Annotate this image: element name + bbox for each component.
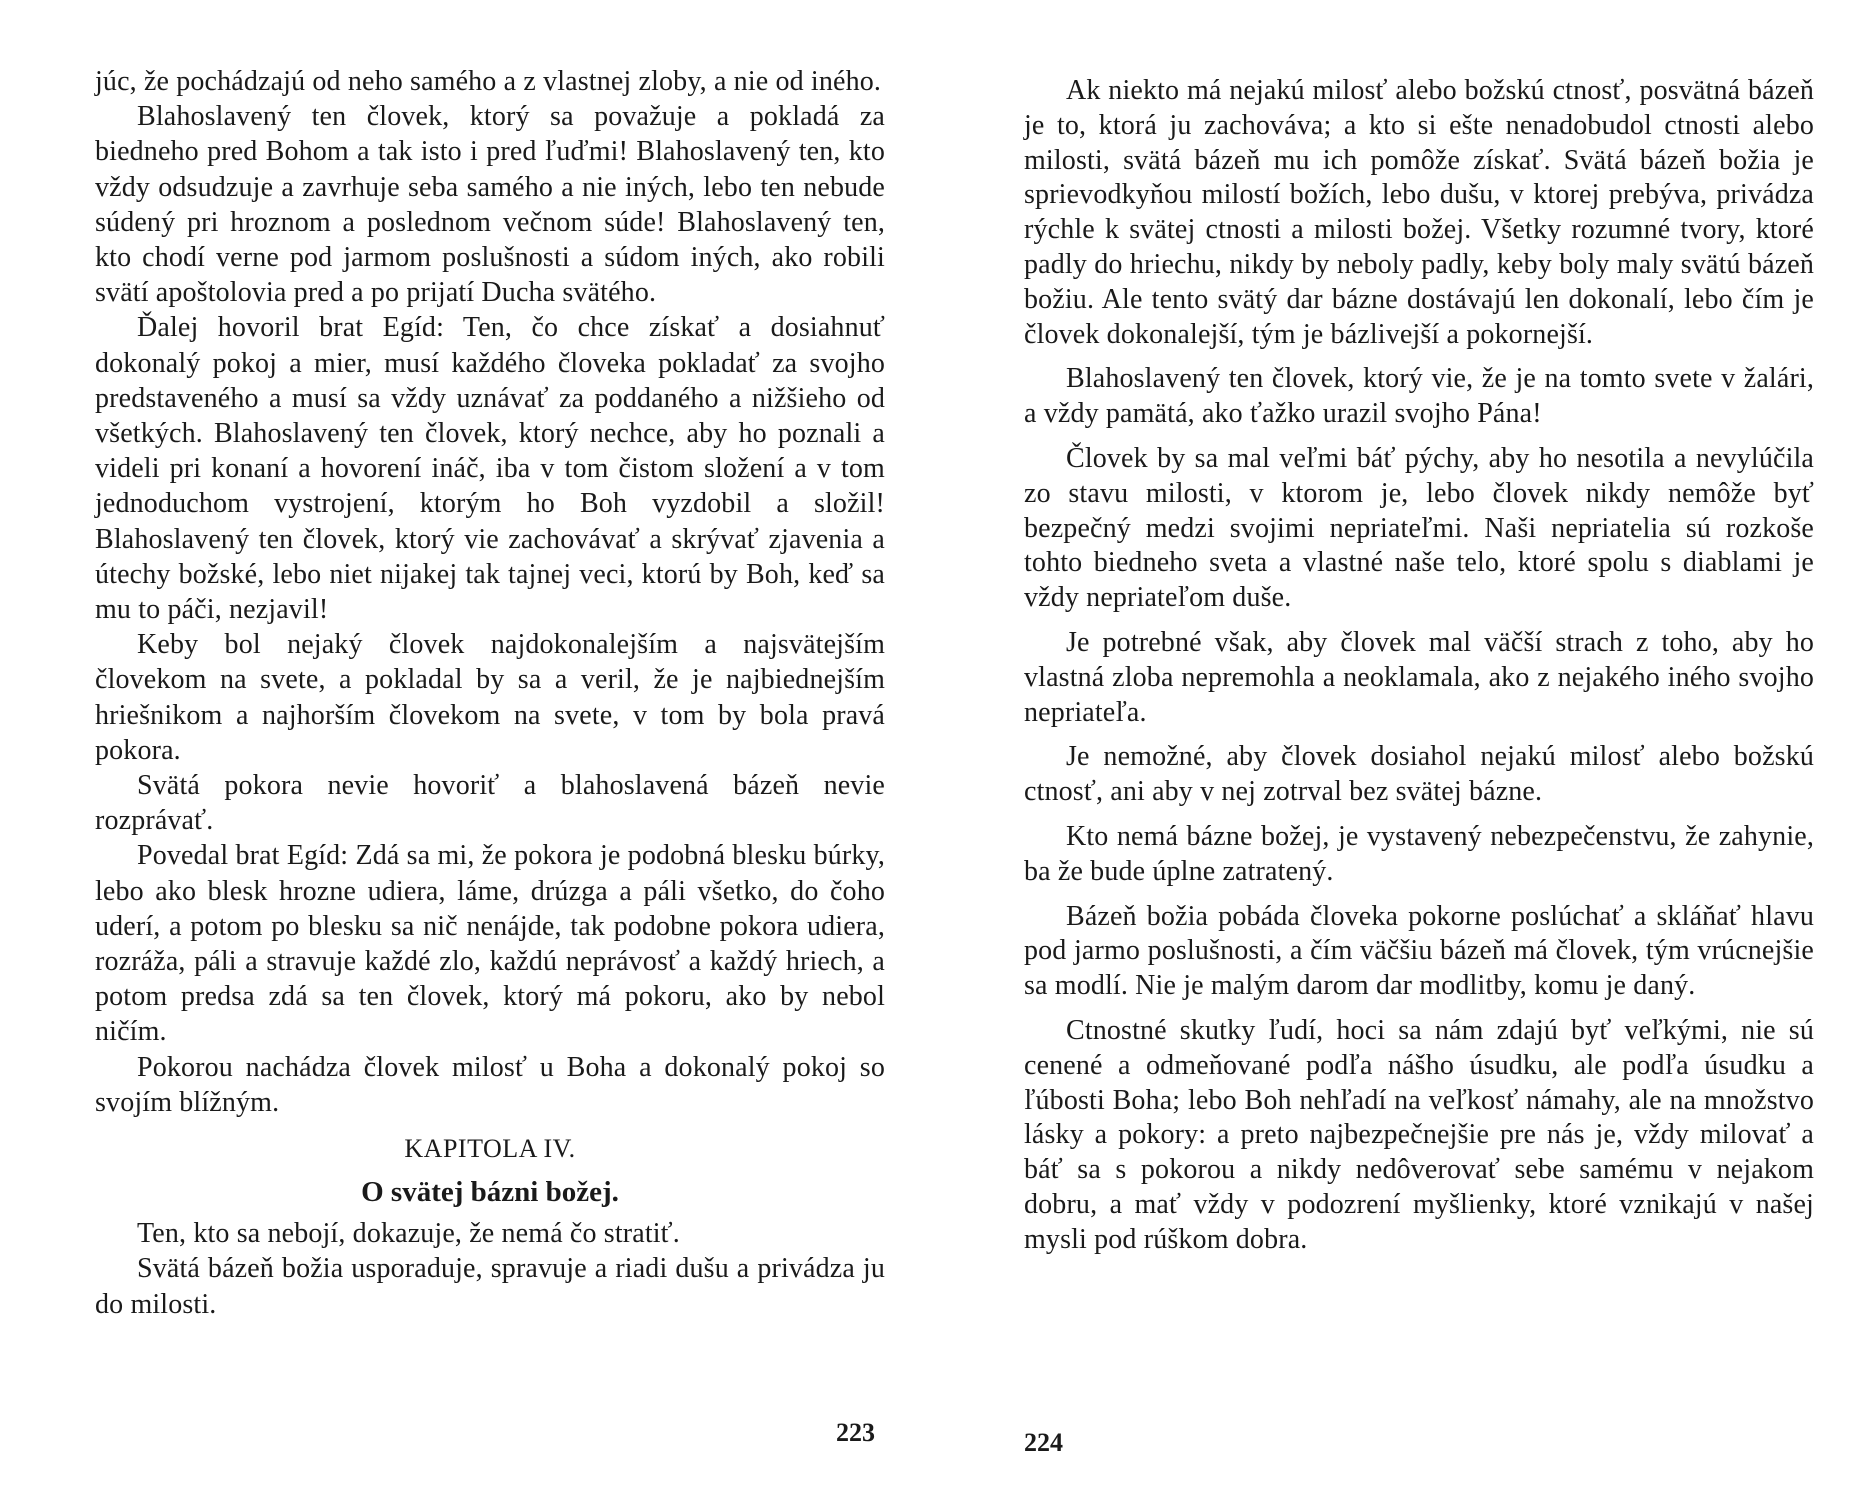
paragraph: Keby bol nejaký človek najdokonalejším a najsvätejším človekom na svete, a pokladal by sa a veril, že je najbiednejším hriešnikom a najhorším človekom na svete, v tom by bola pravá pokora.: [95, 629, 885, 766]
paragraph: Povedal brat Egíd: Zdá sa mi, že pokora je podobná blesku búrky, lebo ako blesk hrozne udiera, láme, drúzga a páli všetko, do čoho uderí, a potom po blesku sa nič nenájde, tak podobne pokora udiera, rozráža, páli a stravuje každé zlo, každú neprávosť a každý hriech, a potom predsa zdá sa ten človek, ktorý má pokoru, ako by nebol ničím.: [95, 840, 885, 1048]
paragraph: Pokorou nachádza človek milosť u Boha a dokonalý pokoj so svojím blížným.: [95, 1051, 885, 1118]
paragraph: Ak niekto má nejakú milosť alebo božskú ctnosť, posvätná bázeň je to, ktorá ju zachováva; a kto si ešte nenadobudol ctnosti alebo milosti, svätá bázeň mu ich pomôže získať. Svätá bázeň božia je sprievodkyňou milostí božích, lebo dušu, v ktorej prebýva, privádza rýchle k svätej ctnosti a milosti božej. Všetky rozumné tvory, ktoré padly do hriechu, nikdy by neboly padly, keby boly maly svätú bázeň božiu. Ale tento svätý dar bázne dostávajú len dokonalí, lebo čím je človek dokonalejší, tým je bázlivejší a pokornejší.: [1024, 75, 1814, 350]
left-page: [95, 64, 885, 1322]
paragraph: Je potrebné však, aby človek mal väčší strach z toho, aby ho vlastná zloba nepremohla a neoklamala, ako z nejakého iného svojho nepriateľa.: [1024, 626, 1814, 728]
page-number-right: 224: [1024, 1428, 1063, 1457]
right-page: [1024, 74, 1814, 1268]
paragraph: Ďalej hovoril brat Egíd: Ten, čo chce získať a dosiahnuť dokonalý pokoj a mier, musí každého človeka pokladať za svojho predstaveného a musí sa vždy uznávať za poddaného a nižšieho od všetkých. Blahoslavený ten človek, ktorý nechce, aby ho poznali a videli pri konaní a hovorení ináč, iba v tom čistom složení a v tom jednoduchom vystrojení, ktorým ho Boh vyzdobil a složil! Blahoslavený ten človek, ktorý vie zachovávať a skrývať zjavenia a útechy božské, lebo niet nijakej tak tajnej veci, ktorú by Boh, keď sa mu to páči, nezjavil!: [95, 312, 885, 626]
paragraph: Človek by sa mal veľmi báť pýchy, aby ho nesotila a nevylúčila zo stavu milosti, v ktorom je, lebo človek nikdy nemôže byť bezpečný medzi svojimi nepriateľmi. Naši nepriatelia sú rozkoše tohto biedneho sveta a vlastné naše telo, ktoré spolu s diablami je vždy nepriateľom duše.: [1024, 442, 1814, 614]
paragraph: Bázeň božia pobáda človeka pokorne poslúchať a skláňať hlavu pod jarmo poslušnosti, a čím väčšiu bázeň má človek, tým vrúcnejšie sa modlí. Nie je malým darom dar modlitby, komu je daný.: [1024, 900, 1814, 1002]
paragraph: Je nemožné, aby človek dosiahol nejakú milosť alebo božskú ctnosť, ani aby v nej zotrval bez svätej bázne.: [1024, 741, 1814, 808]
paragraph: júc, že pochádzajú od neho samého a z vlastnej zloby, a nie od iného.: [95, 66, 882, 97]
chapter-title: O svätej bázni božej.: [361, 1176, 619, 1209]
paragraph: Blahoslavený ten človek, ktorý vie, že je na tomto svete v žalári, a vždy pamätá, ako ťažko urazil svojho Pána!: [1024, 363, 1814, 430]
chapter-label: KAPITOLA IV.: [404, 1134, 576, 1164]
paragraph: Kto nemá bázne božej, je vystavený nebezpečenstvu, že zahynie, ba že bude úplne zatratený.: [1024, 820, 1814, 887]
paragraph: Ten, kto sa nebojí, dokazuje, že nemá čo stratiť.: [137, 1218, 680, 1250]
page-number-left: 223: [836, 1418, 875, 1447]
paragraph: Blahoslavený ten človek, ktorý sa považuje a pokladá za biedneho pred Bohom a tak isto i pred ľuďmi! Blahoslavený ten, kto vždy odsudzuje a zavrhuje seba samého a nie iných, lebo ten nebude súdený pri hroznom a poslednom večnom súde! Blahoslavený ten, kto chodí verne pod jarmom poslušnosti a súdom iných, ako robili svätí apoštolovia pred a po prijatí Ducha svätého.: [95, 101, 885, 309]
paragraph: Svätá pokora nevie hovoriť a blahoslavená bázeň nevie rozprávať.: [95, 770, 885, 837]
paragraph: Ctnostné skutky ľudí, hoci sa nám zdajú byť veľkými, nie sú cenené a odmeňované podľa nášho úsudku, ale podľa úsudku a ľúbosti Boha; lebo Boh nehľadí na veľkosť námahy, ale na množstvo lásky a pokory: a preto najbezpečnejšie pre nás je, vždy milovať a báť sa s pokorou a nikdy nedôverovať sebe samému v nejakom dobru, a mať vždy v podozrení myšlienky, ktoré vznikajú v našej mysli pod rúškom dobra.: [1024, 1014, 1814, 1255]
paragraph: Svätá bázeň božia usporaduje, spravuje a riadi dušu a privádza ju do milosti.: [95, 1253, 885, 1320]
